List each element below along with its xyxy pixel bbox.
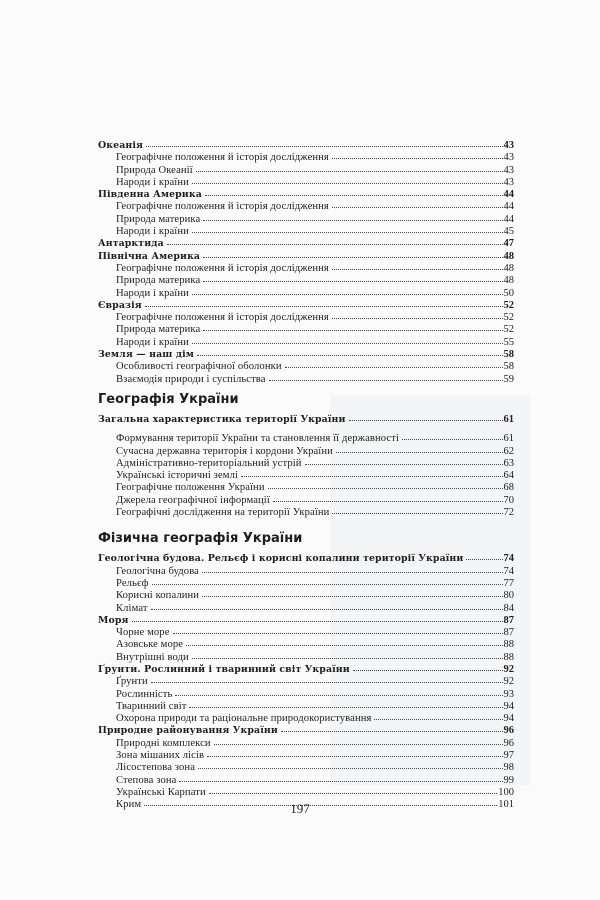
toc-subentry	[98, 774, 514, 786]
entry-page-number: 63	[503, 457, 514, 469]
entry-title: Клімат	[116, 602, 148, 614]
toc-subentry	[98, 213, 514, 225]
entry-title: Земля — наш дім	[98, 349, 195, 361]
toc-subentry	[98, 638, 514, 650]
entry-title: Азовське море	[116, 639, 184, 651]
toc-subentry	[98, 432, 514, 444]
toc-chapter-entry	[98, 299, 514, 311]
dot-leader	[214, 737, 503, 745]
entry-page-number: 59	[503, 373, 514, 385]
entry-page-number: 52	[503, 299, 514, 311]
entry-title: Внутрішні води	[116, 651, 189, 663]
section-heading: Географія України	[98, 391, 239, 407]
dot-leader	[203, 274, 502, 282]
entry-title: Народи і країни	[116, 336, 189, 348]
entry-title: Географічне положення й історія дослідження	[116, 312, 329, 324]
toc-subentry	[98, 737, 514, 749]
entry-page-number: 61	[503, 413, 514, 425]
dot-leader	[349, 413, 503, 421]
dot-leader	[179, 774, 502, 782]
entry-page-number: 100	[498, 786, 514, 798]
entry-title: Географічне положення й історія дослідження	[116, 201, 329, 213]
toc-section-physical-geography	[98, 530, 514, 810]
toc-subentry	[98, 311, 514, 323]
entry-page-number: 48	[503, 275, 514, 287]
entry-title: Формування території України та становлення її державності	[116, 433, 399, 445]
entry-title: Крим	[116, 799, 142, 811]
toc-subentry	[98, 445, 514, 457]
toc-subentry	[98, 262, 514, 274]
dot-leader	[175, 688, 502, 696]
entry-title: Народи і країни	[116, 226, 189, 238]
toc-list	[98, 139, 514, 385]
toc-subentry	[98, 176, 514, 188]
entry-title: Зона мішаних лісів	[116, 750, 205, 762]
toc-subentry	[98, 626, 514, 638]
entry-title: Рослинність	[116, 688, 173, 700]
entry-page-number: 77	[503, 577, 514, 589]
dot-leader	[332, 200, 503, 208]
entry-title: Загальна характеристика території України	[98, 413, 346, 425]
toc-subentry	[98, 151, 514, 163]
section-heading: Фізична географія України	[98, 531, 303, 547]
entry-page-number: 93	[503, 688, 514, 700]
toc-subentry	[98, 323, 514, 335]
toc-subentry	[98, 469, 514, 481]
toc-subentry	[98, 287, 514, 299]
entry-page-number: 96	[503, 737, 514, 749]
entry-title: Чорне море	[116, 627, 170, 639]
entry-page-number: 87	[503, 627, 514, 639]
dot-leader	[145, 299, 503, 307]
entry-page-number: 47	[503, 238, 514, 250]
toc-subentry	[98, 577, 514, 589]
entry-title: Географічне положення й історія дослідження	[116, 152, 329, 164]
entry-page-number: 50	[503, 287, 514, 299]
dot-leader	[203, 250, 502, 258]
toc-subentry	[98, 602, 514, 614]
dot-leader	[374, 712, 502, 720]
entry-page-number: 44	[503, 189, 514, 201]
entry-title: Народи і країни	[116, 176, 189, 188]
toc-subentry	[98, 225, 514, 237]
dot-leader	[273, 494, 503, 502]
entry-title: Лісостепова зона	[116, 762, 195, 774]
toc-subentry	[98, 200, 514, 212]
toc-subentry	[98, 274, 514, 286]
toc-subentry	[98, 506, 514, 518]
entry-title: Моря	[98, 614, 129, 626]
toc-subentry	[98, 675, 514, 687]
dot-leader	[332, 262, 503, 270]
entry-page-number: 55	[503, 336, 514, 348]
entry-page-number: 80	[503, 590, 514, 602]
dot-leader	[197, 348, 502, 356]
dot-leader	[305, 457, 503, 465]
entry-page-number: 44	[503, 201, 514, 213]
entry-page-number: 92	[503, 676, 514, 688]
page-number: 197	[290, 801, 310, 816]
entry-page-number: 84	[503, 602, 514, 614]
entry-title: Океанія	[98, 140, 144, 151]
toc-chapter-entry	[98, 724, 514, 736]
entry-title: Українські Карпати	[116, 786, 206, 798]
entry-page-number: 88	[503, 639, 514, 651]
dot-leader	[332, 151, 503, 159]
entry-page-number: 43	[503, 164, 514, 176]
dot-leader	[167, 237, 503, 245]
toc-subentry	[98, 565, 514, 577]
dot-leader	[466, 552, 502, 560]
entry-page-number: 48	[503, 250, 514, 262]
entry-page-number: 87	[503, 614, 514, 626]
entry-title: Географічні дослідження на території України	[116, 507, 330, 519]
toc-subentry	[98, 360, 514, 372]
entry-title: Сучасна державна територія і кордони України	[116, 445, 333, 457]
entry-title: Географічне положення України	[116, 482, 265, 494]
toc-subentry	[98, 700, 514, 712]
toc-chapter-entry	[98, 250, 514, 262]
entry-title: Адміністративно-територіальний устрій	[116, 457, 302, 469]
entry-title: Джерела географічної інформації	[116, 494, 270, 506]
entry-page-number: 43	[503, 176, 514, 188]
dot-leader	[241, 469, 502, 477]
dot-leader	[336, 445, 503, 453]
entry-page-number: 52	[503, 312, 514, 324]
dot-leader	[268, 481, 503, 489]
entry-page-number: 52	[503, 324, 514, 336]
toc-subentry	[98, 457, 514, 469]
entry-page-number: 64	[503, 470, 514, 482]
dot-leader	[285, 360, 503, 368]
entry-title: Охорона природи та раціональне природокористування	[116, 713, 372, 725]
dot-leader	[192, 651, 503, 659]
entry-title: Ґрунти	[116, 676, 148, 688]
entry-title: Природа материка	[116, 324, 201, 336]
toc-list	[98, 552, 514, 810]
entry-title: Українські історичні землі	[116, 470, 239, 482]
dot-leader	[189, 700, 502, 708]
entry-page-number: 97	[503, 750, 514, 762]
entry-page-number: 45	[503, 226, 514, 238]
entry-title: Геологічна будова	[116, 565, 199, 577]
toc-section-continents	[98, 139, 514, 385]
toc-chapter-entry	[98, 552, 514, 564]
dot-leader	[132, 614, 503, 622]
entry-title: Природа материка	[116, 275, 201, 287]
entry-page-number: 68	[503, 482, 514, 494]
dot-leader	[186, 638, 502, 646]
entry-title: Ґрунти. Рослинний і тваринний світ України	[98, 663, 350, 675]
toc-subentry	[98, 589, 514, 601]
entry-page-number: 99	[503, 774, 514, 786]
toc-chapter-entry	[98, 413, 514, 425]
dot-leader	[192, 336, 503, 344]
entry-page-number: 101	[498, 799, 514, 811]
dot-leader	[202, 589, 502, 597]
dot-leader	[332, 506, 502, 514]
entry-page-number: 72	[503, 507, 514, 519]
entry-page-number: 74	[503, 553, 514, 565]
entry-title: Корисні копалини	[116, 590, 200, 602]
entry-title: Особливості географічної оболонки	[116, 361, 282, 373]
toc-subentry	[98, 761, 514, 773]
entry-page-number: 94	[503, 700, 514, 712]
toc-section-geography-of-ukraine	[98, 391, 514, 518]
toc-chapter-entry	[98, 237, 514, 249]
entry-page-number: 88	[503, 651, 514, 663]
entry-title: Південна Америка	[98, 189, 202, 201]
entry-title: Тваринний світ	[116, 700, 187, 712]
toc-subentry	[98, 494, 514, 506]
entry-title: Природа материка	[116, 213, 201, 225]
entry-page-number: 74	[503, 565, 514, 577]
dot-leader	[402, 432, 503, 440]
toc-subentry	[98, 336, 514, 348]
entry-page-number: 70	[503, 494, 514, 506]
entry-page-number: 44	[503, 213, 514, 225]
entry-title: Євразія	[98, 299, 142, 311]
entry-title: Рельєф	[116, 577, 149, 589]
entry-page-number: 48	[503, 262, 514, 274]
toc-subentry	[98, 749, 514, 761]
dot-leader	[151, 675, 503, 683]
dot-leader	[198, 761, 503, 769]
toc-chapter-entry	[98, 663, 514, 675]
entry-title: Степова зона	[116, 774, 177, 786]
toc-chapter-entry	[98, 348, 514, 360]
entry-page-number: 92	[503, 663, 514, 675]
entry-page-number: 43	[503, 140, 514, 151]
entry-title: Географічне положення й історія дослідження	[116, 262, 329, 274]
toc-subentry	[98, 481, 514, 493]
entry-title: Природне районування України	[98, 725, 278, 737]
entry-page-number: 62	[503, 445, 514, 457]
dot-leader	[203, 323, 502, 331]
table-of-contents	[98, 139, 514, 811]
toc-subentry	[98, 373, 514, 385]
dot-leader	[146, 139, 502, 147]
dot-leader	[151, 602, 503, 610]
dot-leader	[192, 225, 503, 233]
dot-leader	[196, 164, 503, 172]
dot-leader	[173, 626, 503, 634]
toc-chapter-entry	[98, 188, 514, 200]
entry-page-number: 61	[503, 433, 514, 445]
dot-leader	[152, 577, 503, 585]
toc-subentry	[98, 688, 514, 700]
dot-leader	[332, 311, 503, 319]
entry-title: Народи і країни	[116, 287, 189, 299]
toc-chapter-entry	[98, 139, 514, 151]
entry-page-number: 98	[503, 762, 514, 774]
dot-leader	[192, 176, 503, 184]
dot-leader	[209, 786, 498, 794]
toc-subentry	[98, 712, 514, 724]
entry-page-number: 43	[503, 152, 514, 164]
toc-subentry	[98, 164, 514, 176]
entry-page-number: 58	[503, 349, 514, 361]
dot-leader	[281, 724, 503, 732]
dot-leader	[269, 373, 503, 381]
dot-leader	[202, 565, 503, 573]
entry-title: Геологічна будова. Рельєф і корисні копалини території України	[98, 553, 464, 565]
dot-leader	[192, 287, 503, 295]
dot-leader	[353, 663, 503, 671]
entry-title: Природа Океанії	[116, 164, 193, 176]
entry-title: Природні комплекси	[116, 737, 211, 749]
toc-subentry	[98, 651, 514, 663]
entry-page-number: 96	[503, 725, 514, 737]
entry-title: Північна Америка	[98, 250, 201, 262]
toc-chapter-entry	[98, 614, 514, 626]
toc-subentry	[98, 786, 514, 798]
toc-list	[98, 413, 514, 518]
entry-page-number: 94	[503, 713, 514, 725]
entry-title: Взаємодія природи і суспільства	[116, 373, 266, 385]
dot-leader	[203, 213, 502, 221]
dot-leader	[207, 749, 502, 757]
dot-leader	[205, 188, 503, 196]
entry-page-number: 58	[503, 361, 514, 373]
entry-title: Антарктида	[98, 238, 164, 250]
